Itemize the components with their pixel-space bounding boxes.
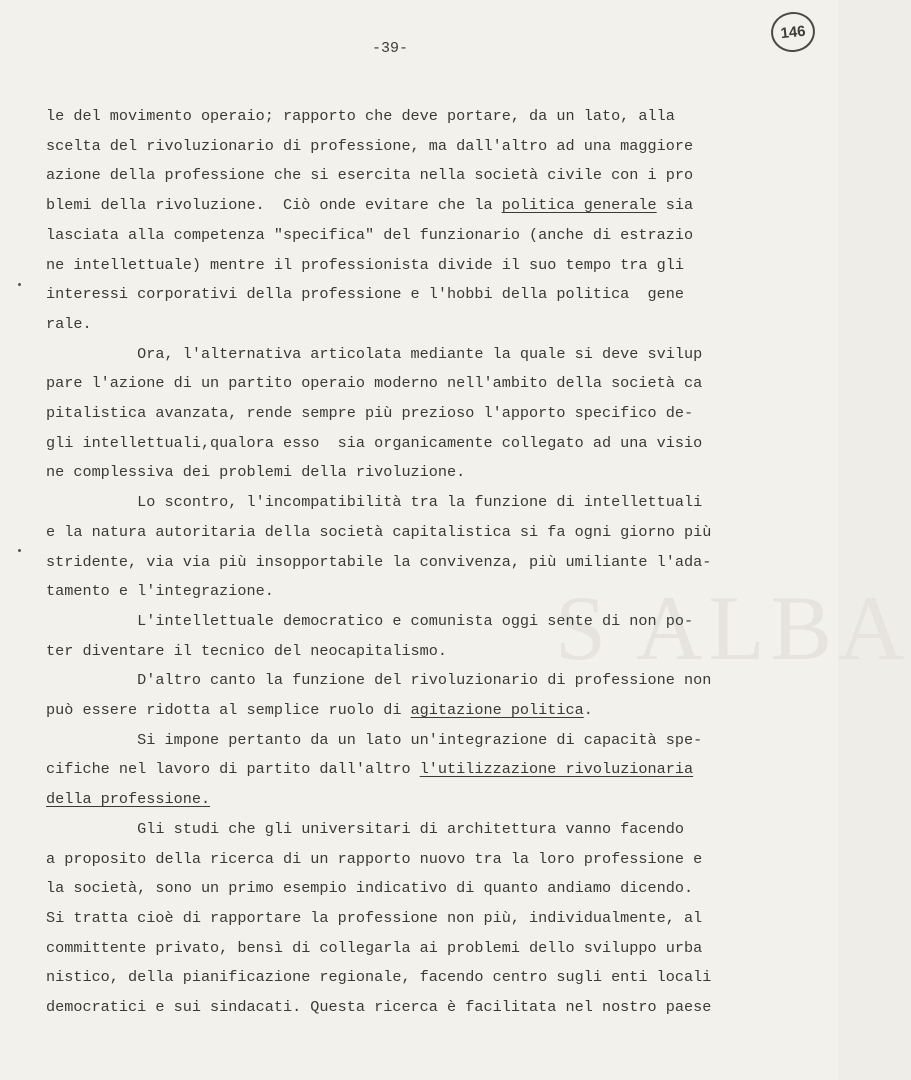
text-segment: Si impone pertanto da un lato un'integrazione di capacità spe- xyxy=(46,730,703,749)
text-segment: tamento e l'integrazione. xyxy=(46,582,274,601)
text-segment: Gli studi che gli universitari di architettura vanno facendo xyxy=(46,819,684,838)
text-line xyxy=(46,700,593,720)
text-line xyxy=(46,255,684,275)
text-line xyxy=(46,433,702,453)
text-segment: ne intellettuale) mentre il professionista divide il suo tempo tra gli xyxy=(46,255,684,274)
text-line xyxy=(46,908,702,928)
watermark: S ALBA xyxy=(555,577,911,679)
underlined-text: della professione. xyxy=(46,790,211,809)
underlined-text: agitazione politica xyxy=(410,701,584,719)
text-segment: democratici e sui sindacati. Questa ricerca è facilitata nel nostro paese xyxy=(46,998,712,1016)
text-segment: lasciata alla competenza "specifica" del funzionario (anche di estrazio xyxy=(46,225,694,244)
text-line xyxy=(46,522,711,542)
text-segment: stridente, via via più insopportabile la convivenza, più umiliante l'ada- xyxy=(46,552,712,571)
text-line xyxy=(46,136,693,156)
text-segment: Lo scontro, l'incompatibilità tra la funzione di intellettuali xyxy=(46,493,703,512)
text-line xyxy=(46,492,702,512)
text-segment: . xyxy=(583,701,593,719)
text-segment: può essere ridotta al semplice ruolo di xyxy=(46,701,411,719)
text-segment: a proposito della ricerca di un rapporto nuovo tra la loro professione e xyxy=(46,849,703,868)
text-segment: pitalistica avanzata, rende sempre più prezioso l'apporto specifico de- xyxy=(46,404,694,422)
text-line xyxy=(46,344,702,364)
text-segment: sia xyxy=(656,196,694,215)
margin-dot xyxy=(18,283,21,286)
text-segment: blemi della rivoluzione. Ciò onde evitare che la xyxy=(46,196,502,215)
underlined-text: politica generale xyxy=(501,196,657,215)
text-line xyxy=(46,759,693,779)
text-segment: Ora, l'alternativa articolata mediante la quale si deve svilup xyxy=(46,344,703,363)
text-line xyxy=(46,581,274,601)
text-segment: azione della professione che si esercita nella società civile con i pro xyxy=(46,166,694,185)
text-segment: ne complessiva dei problemi della rivoluzione. xyxy=(46,463,466,482)
text-line xyxy=(46,849,702,869)
text-segment: ter diventare il tecnico del neocapitalismo. xyxy=(46,641,448,660)
text-line xyxy=(46,641,447,661)
text-line xyxy=(46,106,675,126)
page-number: -39- xyxy=(372,40,409,57)
text-segment: cifiche nel lavoro di partito dall'altro xyxy=(46,760,420,779)
text-line xyxy=(46,789,210,809)
text-line xyxy=(46,730,702,750)
text-segment: gli intellettuali,qualora esso sia organicamente collegato ad una visio xyxy=(46,433,703,452)
text-segment: scelta del rivoluzionario di professione, ma dall'altro ad una maggiore xyxy=(46,136,694,155)
text-segment: la società, sono un primo esempio indicativo di quanto andiamo dicendo. xyxy=(46,879,694,898)
archive-stamp: 146 xyxy=(769,10,817,54)
text-line xyxy=(46,819,684,839)
text-line xyxy=(46,165,693,185)
text-segment: rale. xyxy=(46,314,92,333)
text-line xyxy=(46,462,465,482)
text-line xyxy=(46,670,711,690)
text-segment: L'intellettuale democratico e comunista oggi sente di non po- xyxy=(46,611,694,630)
text-line xyxy=(46,314,92,334)
text-segment: nistico, della pianificazione regionale, facendo centro sugli enti locali xyxy=(46,968,712,987)
margin-dot xyxy=(18,549,21,552)
text-line xyxy=(46,611,693,631)
text-line xyxy=(46,225,693,245)
text-segment: Si tratta cioè di rapportare la professione non più, individualmente, al xyxy=(46,908,703,927)
text-segment: committente privato, bensì di collegarla ai problemi dello sviluppo urba xyxy=(46,938,703,957)
text-line xyxy=(46,552,711,572)
text-line xyxy=(46,195,693,215)
text-segment: interessi corporativi della professione e l'hobbi della politica gene xyxy=(46,285,684,304)
text-segment: D'altro canto la funzione del rivoluzionario di professione non xyxy=(46,671,712,690)
underlined-text: l'utilizzazione rivoluzionaria xyxy=(419,760,694,779)
text-line xyxy=(46,284,684,304)
text-segment: e la natura autoritaria della società capitalistica si fa ogni giorno più xyxy=(46,522,712,541)
text-line xyxy=(46,373,702,393)
text-line xyxy=(46,938,702,958)
text-line xyxy=(46,997,711,1017)
text-segment: pare l'azione di un partito operaio moderno nell'ambito della società ca xyxy=(46,374,703,393)
text-line xyxy=(46,967,711,987)
text-line xyxy=(46,403,693,423)
text-line xyxy=(46,878,693,898)
text-segment: le del movimento operaio; rapporto che deve portare, da un lato, alla xyxy=(46,107,675,125)
